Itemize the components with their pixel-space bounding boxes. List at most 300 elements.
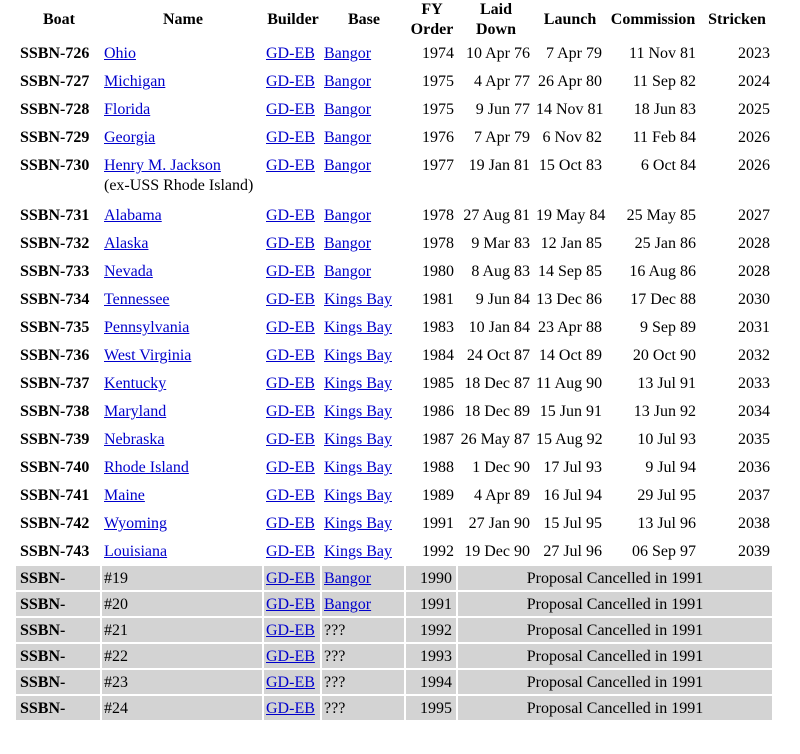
- table-row: [16, 40, 774, 68]
- hull-number-text: SSBN-733: [20, 263, 90, 280]
- base-cell: [322, 670, 406, 696]
- base-link[interactable]: Bangor: [324, 45, 372, 62]
- hull-number-text: SSBN-734: [20, 291, 90, 308]
- stricken-year: [700, 152, 774, 202]
- builder-cell: [264, 124, 322, 152]
- launch-date: [534, 152, 606, 202]
- launch-text: 14 Sep 85: [538, 263, 602, 280]
- fy-order: [406, 426, 458, 454]
- boat-name-link[interactable]: Georgia: [104, 129, 156, 146]
- builder-link[interactable]: GD-EB: [266, 431, 315, 448]
- builder-cell: [264, 68, 322, 96]
- builder-link[interactable]: GD-EB: [266, 700, 315, 717]
- stricken-year: [700, 454, 774, 482]
- fy-order: [406, 618, 458, 644]
- builder-link[interactable]: GD-EB: [266, 487, 315, 504]
- base-link[interactable]: Kings Bay: [324, 459, 392, 476]
- base-cell: [322, 258, 406, 286]
- builder-link[interactable]: GD-EB: [266, 207, 315, 224]
- builder-link[interactable]: GD-EB: [266, 543, 315, 560]
- status-note: [458, 566, 774, 592]
- base-cell: [322, 68, 406, 96]
- header-row: [16, 0, 774, 40]
- boat-name-cell: [102, 592, 264, 618]
- builder-link[interactable]: GD-EB: [266, 515, 315, 532]
- builder-cell: [264, 230, 322, 258]
- builder-cell: [264, 370, 322, 398]
- commission-date: [606, 342, 700, 370]
- base-link[interactable]: Bangor: [324, 207, 372, 224]
- table-row: [16, 96, 774, 124]
- builder-cell: [264, 618, 322, 644]
- stricken-year: [700, 286, 774, 314]
- boat-name-cell: [102, 152, 264, 202]
- fy-order-text: 1975: [422, 73, 454, 90]
- hull-number-text: SSBN-: [20, 674, 66, 691]
- fy-order-text: 1978: [422, 207, 454, 224]
- laid-down-text: 1 Dec 90: [472, 459, 530, 476]
- header-commission: Commission: [610, 11, 696, 28]
- laid-down: [458, 510, 534, 538]
- laid-down-text: 27 Jan 90: [468, 515, 530, 532]
- laid-down: [458, 202, 534, 230]
- fy-order-text: 1991: [420, 596, 452, 613]
- base-link[interactable]: Bangor: [324, 157, 372, 174]
- stricken-text: 2028: [738, 235, 770, 252]
- builder-cell: [264, 670, 322, 696]
- table-row: [16, 370, 774, 398]
- boat-name-cell: [102, 202, 264, 230]
- builder-link[interactable]: GD-EB: [266, 403, 315, 420]
- builder-link[interactable]: GD-EB: [266, 648, 315, 665]
- stricken-text: 2033: [738, 375, 770, 392]
- hull-number-text: SSBN-728: [20, 101, 90, 118]
- commission-date: [606, 454, 700, 482]
- boat-name-link[interactable]: Nevada: [104, 263, 153, 280]
- hull-number-text: SSBN-: [20, 570, 66, 587]
- table-row: [16, 482, 774, 510]
- table-row: [16, 152, 774, 202]
- builder-cell: [264, 258, 322, 286]
- launch-date: [534, 398, 606, 426]
- hull-number-text: SSBN-743: [20, 543, 90, 560]
- launch-text: 11 Aug 90: [536, 375, 603, 392]
- builder-cell: [264, 40, 322, 68]
- laid-down-text: 7 Apr 79: [474, 129, 530, 146]
- table-row: [16, 510, 774, 538]
- header-boat: Boat: [43, 11, 75, 28]
- base-cell: [322, 40, 406, 68]
- status-note-text: Proposal Cancelled in 1991: [526, 596, 704, 613]
- fy-order-text: 1994: [420, 674, 452, 691]
- boat-name-link[interactable]: Maryland: [104, 403, 167, 420]
- table-row: [16, 342, 774, 370]
- status-note: [458, 644, 774, 670]
- stricken-year: [700, 202, 774, 230]
- hull-number-text: SSBN-735: [20, 319, 90, 336]
- fy-order-text: 1989: [422, 487, 454, 504]
- stricken-text: 2032: [738, 347, 770, 364]
- launch-date: [534, 96, 606, 124]
- header-laid-line2: Down: [475, 21, 516, 38]
- hull-number-text: SSBN-740: [20, 459, 90, 476]
- base-link[interactable]: Bangor: [324, 596, 372, 613]
- laid-down: [458, 230, 534, 258]
- commission-date: [606, 510, 700, 538]
- table-row: [16, 286, 774, 314]
- launch-date: [534, 538, 606, 566]
- laid-down-text: 19 Dec 90: [464, 543, 530, 560]
- builder-link[interactable]: GD-EB: [266, 101, 315, 118]
- header-stricken: Stricken: [708, 11, 766, 28]
- fy-order-text: 1981: [422, 291, 454, 308]
- status-note-text: Proposal Cancelled in 1991: [526, 674, 704, 691]
- status-note: [458, 618, 774, 644]
- base-cell: [322, 314, 406, 342]
- boat-name-cell: [102, 454, 264, 482]
- builder-link[interactable]: GD-EB: [266, 375, 315, 392]
- table-row: [16, 68, 774, 96]
- boat-name-link[interactable]: Florida: [104, 101, 151, 118]
- fy-order: [406, 230, 458, 258]
- boat-name-cell: [102, 286, 264, 314]
- builder-cell: [264, 286, 322, 314]
- builder-link[interactable]: GD-EB: [266, 291, 315, 308]
- commission-text: 13 Jul 96: [637, 515, 696, 532]
- hull-number: [16, 152, 102, 202]
- table-row: [16, 426, 774, 454]
- base-link[interactable]: Kings Bay: [324, 347, 392, 364]
- base-cell: [322, 592, 406, 618]
- builder-cell: [264, 202, 322, 230]
- laid-down-text: 18 Dec 89: [464, 403, 530, 420]
- fy-order: [406, 566, 458, 592]
- table-row: [16, 124, 774, 152]
- base-link[interactable]: Bangor: [324, 129, 372, 146]
- builder-link[interactable]: GD-EB: [266, 570, 315, 587]
- hull-number: [16, 538, 102, 566]
- builder-link[interactable]: GD-EB: [266, 319, 315, 336]
- boat-name-cell: [102, 398, 264, 426]
- builder-link[interactable]: GD-EB: [266, 674, 315, 691]
- laid-down: [458, 538, 534, 566]
- builder-cell: [264, 592, 322, 618]
- base-link[interactable]: Kings Bay: [324, 487, 392, 504]
- builder-cell: [264, 398, 322, 426]
- stricken-year: [700, 258, 774, 286]
- base-link[interactable]: Bangor: [324, 73, 372, 90]
- boat-name-link[interactable]: Alaska: [104, 235, 149, 252]
- cancelled-row: [16, 670, 774, 696]
- hull-number: [16, 124, 102, 152]
- hull-number: [16, 566, 102, 592]
- builder-link[interactable]: GD-EB: [266, 45, 315, 62]
- base-cell: [322, 286, 406, 314]
- base-cell: [322, 398, 406, 426]
- builder-cell: [264, 426, 322, 454]
- hull-number: [16, 696, 102, 722]
- fy-order: [406, 40, 458, 68]
- commission-date: [606, 152, 700, 202]
- boat-name-text: #21: [104, 622, 128, 639]
- hull-number: [16, 618, 102, 644]
- boat-name-link[interactable]: Maine: [104, 487, 145, 504]
- fy-order-text: 1987: [422, 431, 454, 448]
- commission-text: 13 Jul 91: [637, 375, 696, 392]
- table-row: [16, 538, 774, 566]
- header-name: Name: [163, 11, 203, 28]
- builder-cell: [264, 314, 322, 342]
- fy-order: [406, 398, 458, 426]
- fy-order-text: 1974: [422, 45, 454, 62]
- commission-date: [606, 314, 700, 342]
- launch-text: 15 Jul 95: [543, 515, 602, 532]
- commission-text: 11 Feb 84: [632, 129, 696, 146]
- launch-text: 13 Dec 86: [536, 291, 602, 308]
- header-fy-line2: Order: [410, 21, 454, 38]
- commission-text: 16 Aug 86: [629, 263, 696, 280]
- table-row: [16, 454, 774, 482]
- stricken-text: 2038: [738, 515, 770, 532]
- commission-text: 11 Nov 81: [629, 45, 696, 62]
- base-text: ???: [324, 700, 346, 717]
- boat-name-cell: [102, 40, 264, 68]
- boat-name-link[interactable]: Louisiana: [104, 543, 168, 560]
- launch-date: [534, 454, 606, 482]
- hull-number-text: SSBN-741: [20, 487, 90, 504]
- fy-order: [406, 258, 458, 286]
- boat-name-cell: [102, 696, 264, 722]
- launch-date: [534, 230, 606, 258]
- header-fy-order: [406, 0, 458, 40]
- commission-date: [606, 482, 700, 510]
- boat-name-link[interactable]: Henry M. Jackson: [104, 157, 221, 174]
- launch-date: [534, 314, 606, 342]
- base-link[interactable]: Bangor: [324, 263, 372, 280]
- builder-link[interactable]: GD-EB: [266, 347, 315, 364]
- status-note-text: Proposal Cancelled in 1991: [526, 622, 704, 639]
- base-link[interactable]: Kings Bay: [324, 291, 392, 308]
- laid-down: [458, 286, 534, 314]
- boat-name-link[interactable]: Kentucky: [104, 375, 167, 392]
- builder-cell: [264, 510, 322, 538]
- fy-order-text: 1980: [422, 263, 454, 280]
- stricken-year: [700, 398, 774, 426]
- hull-number: [16, 40, 102, 68]
- boat-name-link[interactable]: Nebraska: [104, 431, 165, 448]
- base-cell: [322, 202, 406, 230]
- builder-link[interactable]: GD-EB: [266, 73, 315, 90]
- fy-order: [406, 286, 458, 314]
- base-link[interactable]: Bangor: [324, 570, 372, 587]
- commission-date: [606, 370, 700, 398]
- base-link[interactable]: Kings Bay: [324, 515, 392, 532]
- launch-text: 27 Jul 96: [543, 543, 602, 560]
- boat-name-link[interactable]: Rhode Island: [104, 459, 189, 476]
- laid-down: [458, 342, 534, 370]
- stricken-text: 2023: [738, 45, 770, 62]
- commission-text: 06 Sep 97: [632, 543, 696, 560]
- header-launch: Launch: [543, 11, 597, 28]
- commission-date: [606, 258, 700, 286]
- base-link[interactable]: Kings Bay: [324, 375, 392, 392]
- hull-number: [16, 592, 102, 618]
- fy-order-text: 1995: [420, 700, 452, 717]
- commission-date: [606, 286, 700, 314]
- builder-link[interactable]: GD-EB: [266, 596, 315, 613]
- hull-number-text: SSBN-730: [20, 157, 90, 174]
- boat-name-link[interactable]: West Virginia: [104, 347, 192, 364]
- commission-date: [606, 40, 700, 68]
- base-link[interactable]: Kings Bay: [324, 403, 392, 420]
- boat-name-link[interactable]: Pennsylvania: [104, 319, 190, 336]
- laid-down-text: 8 Aug 83: [471, 263, 530, 280]
- hull-number-text: SSBN-: [20, 596, 66, 613]
- fy-order-text: 1985: [422, 375, 454, 392]
- laid-down: [458, 370, 534, 398]
- fy-order: [406, 592, 458, 618]
- fy-order-text: 1993: [420, 648, 452, 665]
- commission-text: 10 Jul 93: [637, 431, 696, 448]
- commission-text: 17 Dec 88: [630, 291, 696, 308]
- cancelled-row: [16, 644, 774, 670]
- status-note-text: Proposal Cancelled in 1991: [526, 570, 704, 587]
- base-cell: [322, 696, 406, 722]
- fy-order: [406, 644, 458, 670]
- boat-name-link[interactable]: Alabama: [104, 207, 162, 224]
- builder-link[interactable]: GD-EB: [266, 129, 315, 146]
- boat-name-text: #19: [104, 570, 128, 587]
- hull-number: [16, 426, 102, 454]
- cancelled-row: [16, 696, 774, 722]
- commission-text: 9 Jul 94: [645, 459, 696, 476]
- launch-date: [534, 482, 606, 510]
- boat-name-cell: [102, 258, 264, 286]
- base-link[interactable]: Kings Bay: [324, 431, 392, 448]
- base-link[interactable]: Kings Bay: [324, 319, 392, 336]
- builder-link[interactable]: GD-EB: [266, 157, 315, 174]
- fy-order: [406, 202, 458, 230]
- base-link[interactable]: Kings Bay: [324, 543, 392, 560]
- launch-date: [534, 426, 606, 454]
- boat-name-cell: [102, 426, 264, 454]
- stricken-year: [700, 482, 774, 510]
- laid-down-text: 27 Aug 81: [463, 207, 530, 224]
- boat-name-cell: [102, 342, 264, 370]
- laid-down-text: 10 Jan 84: [468, 319, 530, 336]
- base-cell: [322, 124, 406, 152]
- fy-order-text: 1977: [422, 157, 454, 174]
- commission-date: [606, 96, 700, 124]
- hull-number-text: SSBN-742: [20, 515, 90, 532]
- hull-number-text: SSBN-: [20, 622, 66, 639]
- base-cell: [322, 454, 406, 482]
- fy-order-text: 1988: [422, 459, 454, 476]
- cancelled-row: [16, 618, 774, 644]
- stricken-year: [700, 342, 774, 370]
- hull-number: [16, 510, 102, 538]
- base-cell: [322, 370, 406, 398]
- laid-down-text: 4 Apr 89: [474, 487, 530, 504]
- hull-number: [16, 670, 102, 696]
- fy-order: [406, 68, 458, 96]
- launch-text: 16 Jul 94: [543, 487, 602, 504]
- boat-name-text: #22: [104, 648, 128, 665]
- commission-text: 20 Oct 90: [632, 347, 696, 364]
- base-cell: [322, 618, 406, 644]
- laid-down-text: 18 Dec 87: [464, 375, 530, 392]
- base-link[interactable]: Bangor: [324, 235, 372, 252]
- hull-number: [16, 454, 102, 482]
- stricken-year: [700, 68, 774, 96]
- hull-number-text: SSBN-736: [20, 347, 90, 364]
- header-laid-down: [458, 0, 534, 40]
- laid-down-text: 10 Apr 76: [466, 45, 530, 62]
- laid-down: [458, 258, 534, 286]
- builder-cell: [264, 482, 322, 510]
- fy-order: [406, 510, 458, 538]
- table-row: [16, 202, 774, 230]
- base-cell: [322, 426, 406, 454]
- header-fy-line1: FY: [421, 1, 443, 18]
- builder-link[interactable]: GD-EB: [266, 459, 315, 476]
- launch-text: 6 Nov 82: [542, 129, 602, 146]
- launch-text: 15 Aug 92: [536, 431, 603, 448]
- commission-date: [606, 426, 700, 454]
- hull-number-text: SSBN-726: [20, 45, 90, 62]
- table-row: [16, 258, 774, 286]
- base-text: ???: [324, 622, 346, 639]
- boat-name-link[interactable]: Ohio: [104, 45, 136, 62]
- status-note-text: Proposal Cancelled in 1991: [526, 648, 704, 665]
- commission-text: 6 Oct 84: [640, 157, 696, 174]
- commission-text: 9 Sep 89: [640, 319, 696, 336]
- base-cell: [322, 152, 406, 202]
- commission-text: 18 Jun 83: [633, 101, 696, 118]
- fy-order-text: 1983: [422, 319, 454, 336]
- stricken-text: 2031: [738, 319, 770, 336]
- stricken-text: 2025: [738, 101, 770, 118]
- boat-name-link[interactable]: Tennessee: [104, 291, 170, 308]
- launch-date: [534, 342, 606, 370]
- builder-link[interactable]: GD-EB: [266, 622, 315, 639]
- boat-name-link[interactable]: Wyoming: [104, 515, 168, 532]
- commission-date: [606, 124, 700, 152]
- laid-down-text: 9 Jun 77: [475, 101, 530, 118]
- boat-name-cell: [102, 96, 264, 124]
- stricken-year: [700, 370, 774, 398]
- hull-number: [16, 202, 102, 230]
- builder-link[interactable]: GD-EB: [266, 235, 315, 252]
- stricken-text: 2035: [738, 431, 770, 448]
- boat-name-cell: [102, 618, 264, 644]
- hull-number: [16, 398, 102, 426]
- table-row: [16, 398, 774, 426]
- builder-link[interactable]: GD-EB: [266, 263, 315, 280]
- base-cell: [322, 96, 406, 124]
- fy-order: [406, 454, 458, 482]
- boat-name-text: #20: [104, 596, 128, 613]
- commission-text: 13 Jun 92: [633, 403, 696, 420]
- boat-name-link[interactable]: Michigan: [104, 73, 166, 90]
- launch-date: [534, 68, 606, 96]
- hull-number-text: SSBN-: [20, 648, 66, 665]
- base-link[interactable]: Bangor: [324, 101, 372, 118]
- hull-number: [16, 286, 102, 314]
- header-builder: Builder: [267, 11, 319, 28]
- fy-order: [406, 670, 458, 696]
- laid-down-text: 26 May 87: [460, 431, 530, 448]
